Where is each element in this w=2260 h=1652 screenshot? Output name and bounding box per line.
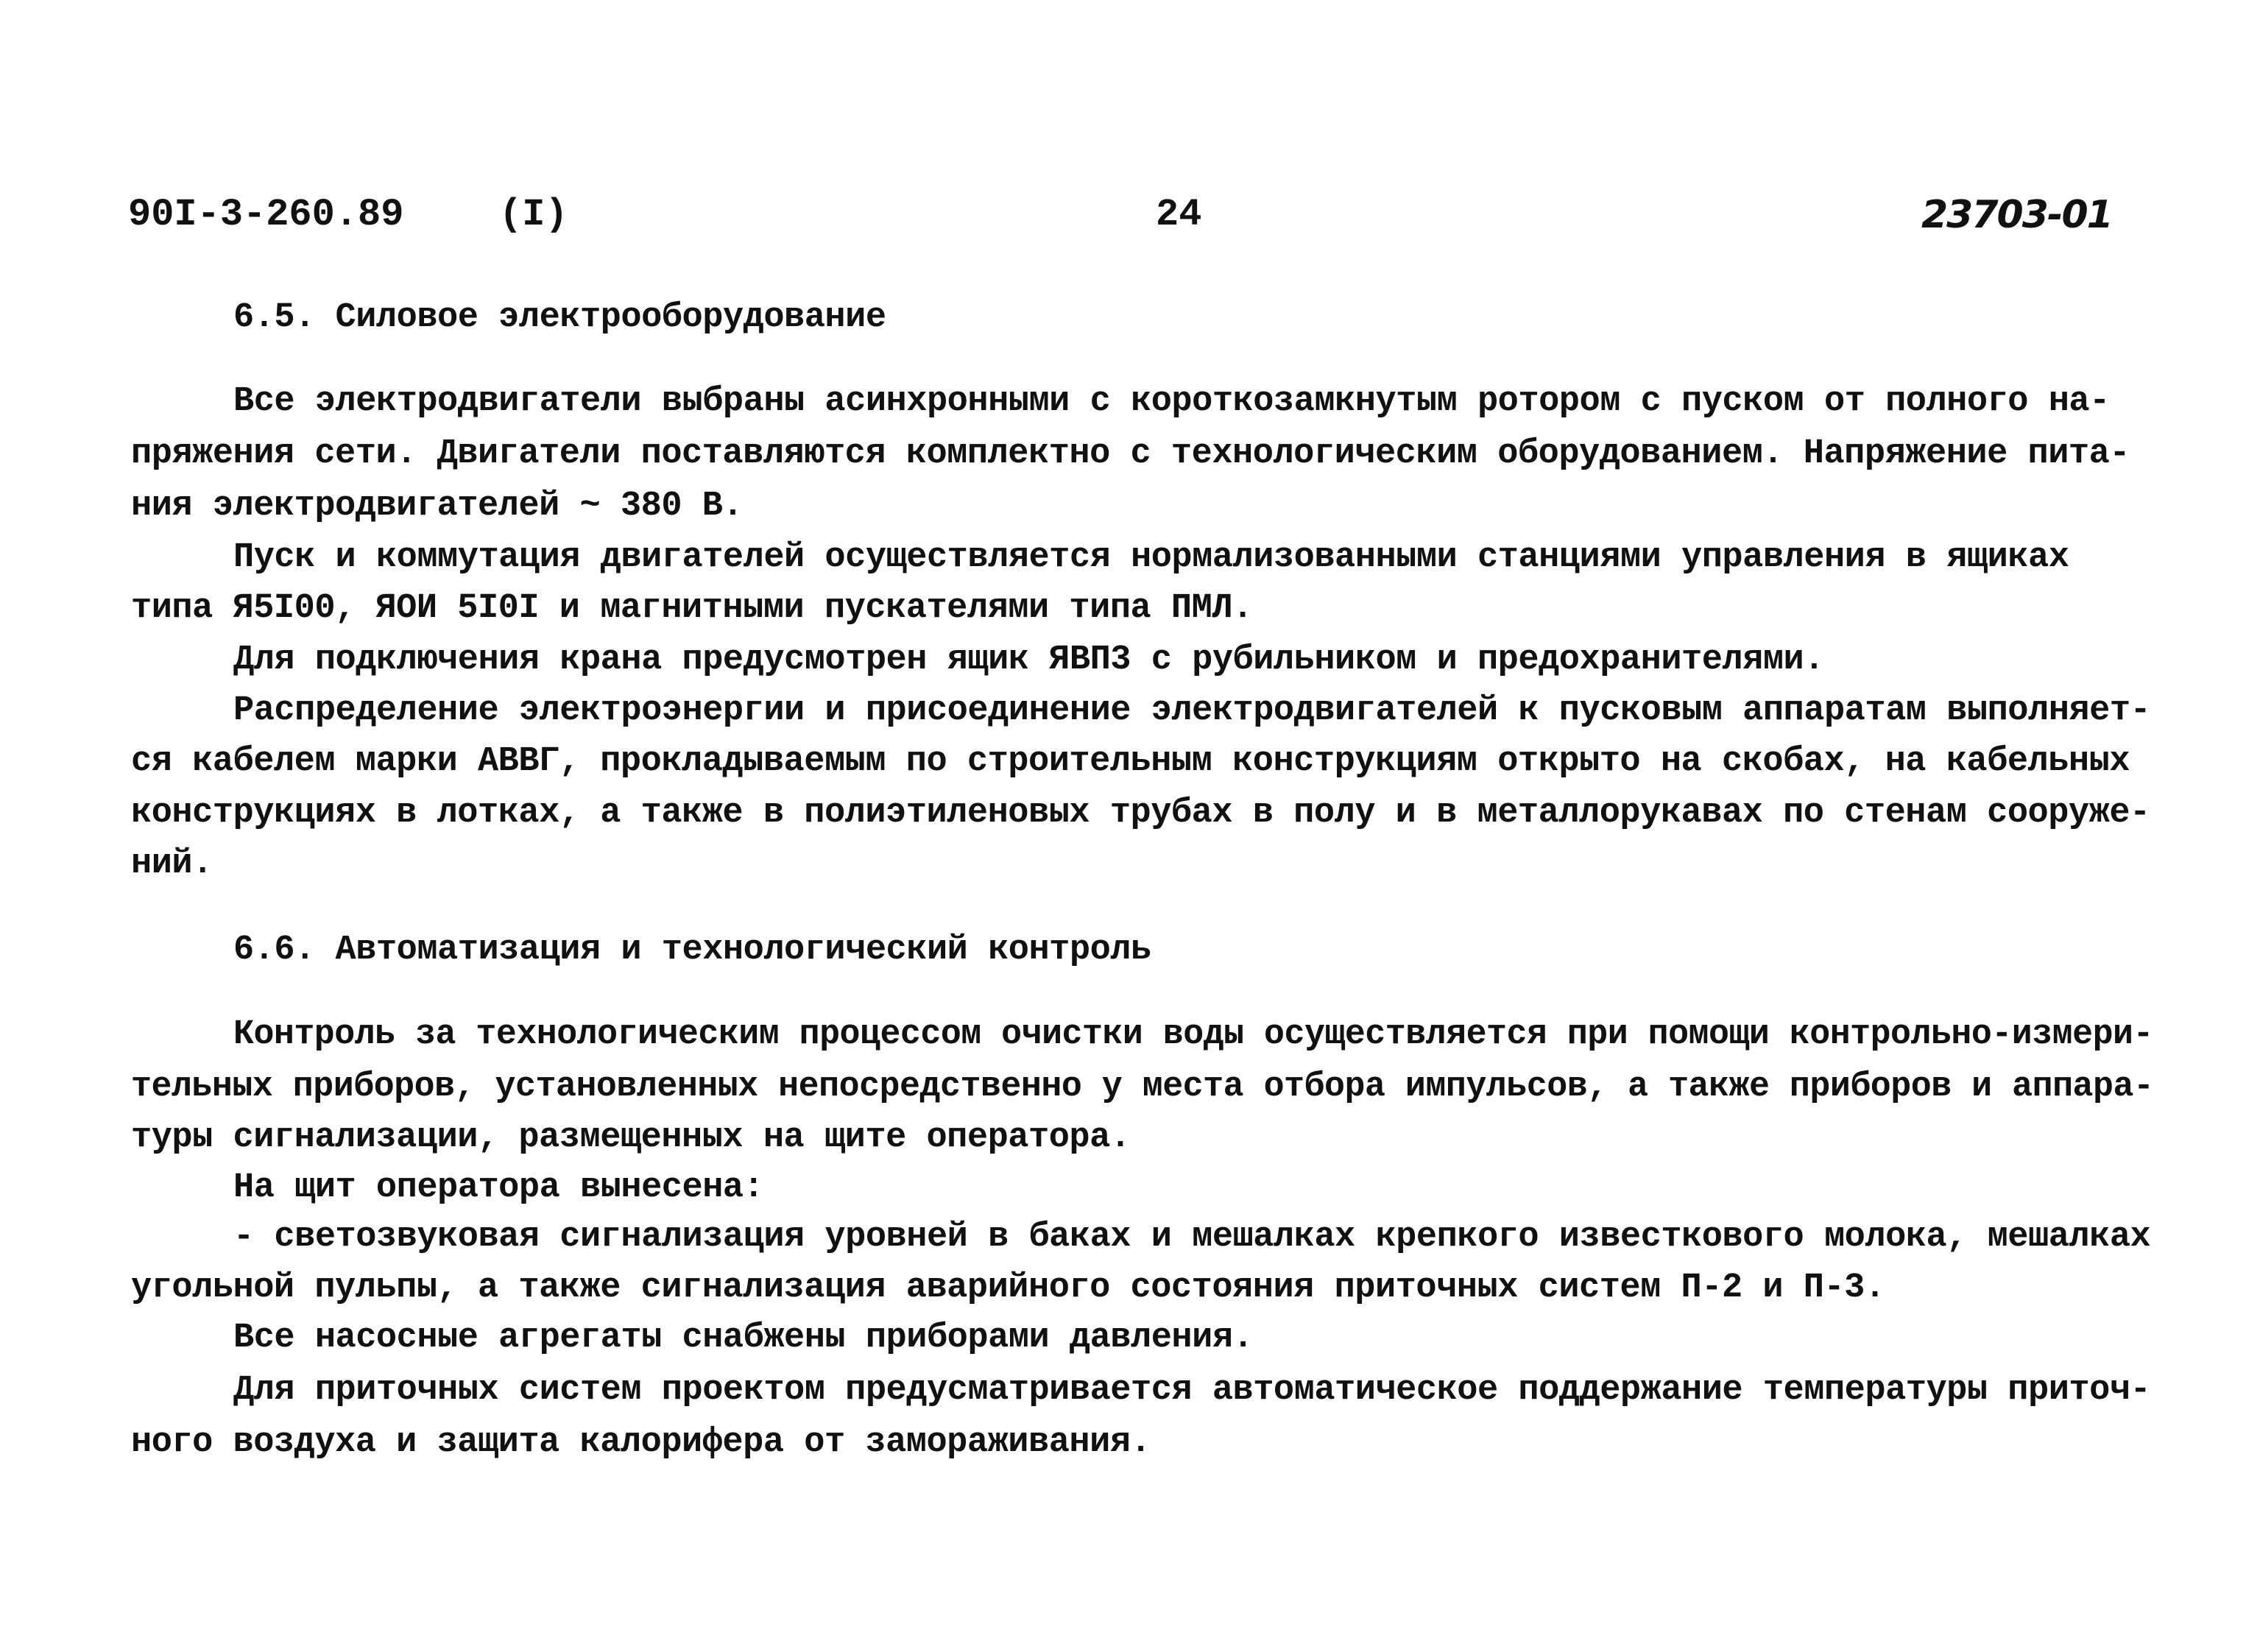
paragraph-line: Для приточных систем проектом предусматривается автоматическое поддержание температуры приточ- [233, 1371, 2151, 1410]
paragraph-line: тельных приборов, установленных непосредственно у места отбора импульсов, а также приборов и аппара- [131, 1067, 2154, 1106]
paragraph-line: пряжения сети. Двигатели поставляются комплектно с технологическим оборудованием. Напряжение пита- [131, 434, 2130, 473]
paragraph-line: угольной пульпы, а также сигнализация аварийного состояния приточных систем П-2 и П-3. [131, 1268, 1885, 1307]
paragraph-line: Распределение электроэнергии и присоединение электродвигателей к пусковым аппаратам выполняет- [233, 691, 2151, 730]
paragraph-line: Все насосные агрегаты снабжены приборами давления. [233, 1319, 1254, 1358]
paragraph-line: ного воздуха и защита калорифера от замораживания. [131, 1423, 1151, 1462]
paragraph-line: ния электродвигателей ~ 380 В. [131, 487, 744, 526]
paragraph-line: На щит оператора вынесена: [233, 1168, 764, 1207]
paragraph-line: Для подключения крана предусмотрен ящик ЯВП3 с рубильником и предохранителями. [233, 640, 1824, 679]
page-number: 24 [1156, 193, 1202, 236]
paragraph-line: туры сигнализации, размещенных на щите оператора. [131, 1118, 1131, 1157]
archive-number: 23703-01 [1921, 193, 2112, 237]
paragraph-line: Все электродвигатели выбраны асинхронными с короткозамкнутым ротором с пуском от полного на- [233, 382, 2110, 421]
paragraph-line: ний. [131, 844, 213, 883]
paragraph-line: конструкциях в лотках, а также в полиэтиленовых трубах в полу и в металлорукавах по стенам сооруже- [131, 794, 2150, 833]
section-title: 6.6. Автоматизация и технологический контроль [233, 931, 1151, 970]
section-title: 6.5. Силовое электрооборудование [233, 298, 886, 337]
paragraph-line: типа Я5I00, ЯОИ 5I0I и магнитными пускателями типа ПМЛ. [131, 589, 1253, 628]
doc-part: (I) [499, 193, 568, 236]
paragraph-line: Контроль за технологическим процессом очистки воды осуществляется при помощи контрольно-измери- [233, 1015, 2153, 1054]
doc-code: 90I-3-260.89 [128, 193, 404, 236]
paragraph-line: ся кабелем марки АВВГ, прокладываемым по строительным конструкциям открыто на скобах, на кабельных [131, 742, 2130, 781]
paragraph-line: - светозвуковая сигнализация уровней в баках и мешалках крепкого известкового молока, мешалках [233, 1218, 2151, 1257]
paragraph-line: Пуск и коммутация двигателей осуществляется нормализованными станциями управления в ящиках [233, 538, 2069, 577]
